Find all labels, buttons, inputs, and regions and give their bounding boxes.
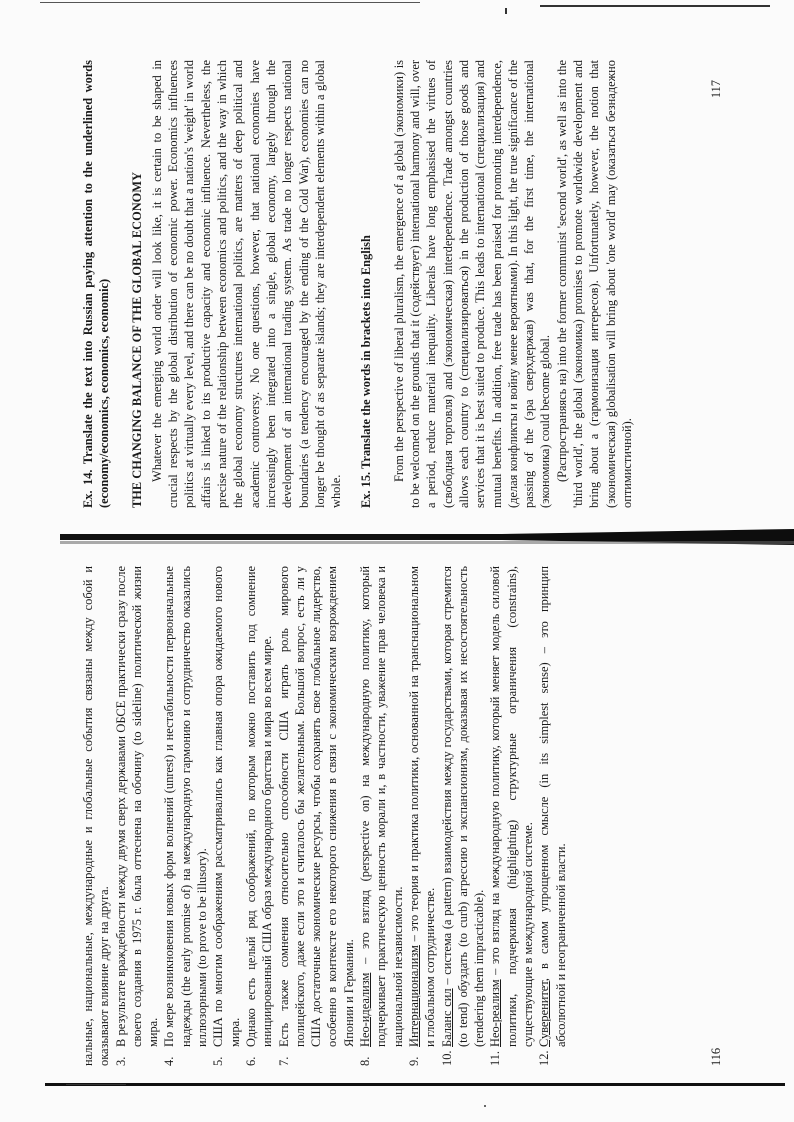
page-number: 116	[709, 1047, 723, 1066]
page-116-intro: нальные, национальные, международные и глобальные события связаны между собой и оказывают влияние друг на друга.	[81, 566, 112, 1066]
scan-line	[40, 2, 420, 3]
item-number: 4.	[162, 1056, 177, 1066]
list-item	[113, 566, 162, 1066]
item-text	[243, 566, 276, 1047]
exercise-14-text: Whatever the emerging world order will look like, it is certain to be shaped in crucial respects by the global distribution of economic power. Economics influences politics at virtually every level, and there can be no doubt that a nation's 'weight' in world affairs is linked to its productive capacity and economic influence. Nevertheless, the precise nature of the relationship between economics and politics, and the way in which the global economy structures international politics, are matters of deep political and academic controversy. No one questions, however, that national economies have increasingly been integrated into a single, global economy, largely through the development of an international trading system. As trade no longer respects national boundaries (a tendency encouraged by the ending of the Cold War), economies can no longer be thought of as separate islands; they are interdependent elements within a global whole.	[149, 60, 344, 508]
page-117	[80, 60, 740, 508]
list-item	[243, 566, 276, 1066]
item-body: – это теория и практика политики, основанной на транснациональном и глобальном сотрудничестве.	[406, 566, 438, 1047]
item-number: 7.	[276, 1056, 291, 1066]
page-116	[80, 566, 723, 1066]
list-item	[276, 566, 357, 1066]
item-body: Есть также сомнения относительно способности США играть роль мирового полицейского, даже если это и считалось бы желательным. Большой вопрос, есть ли у США достаточные экономические ресурсы, чтобы сохранять свое глобальное лидерство, особенно в контексте его некоторого снижения в связи с экономическим возрождением Японии и Германии.	[276, 566, 356, 1047]
item-text	[406, 566, 439, 1047]
item-text	[161, 566, 210, 1047]
list-item	[210, 566, 243, 1066]
item-body: – это взгляд (perspective on) на международную политику, который подчеркивает практическую ценность морали и, в частности, уважение прав человека и национальной независимости.	[358, 566, 405, 1047]
list-item	[357, 566, 406, 1066]
item-term: Нео-реализм	[488, 979, 503, 1047]
item-number: 6.	[243, 1056, 258, 1066]
item-body: – это взгляд на международную политику, который меняет модель силовой политики, подчеркивая (highlighting) структурные ограничения (constrains), существующие в международной системе.	[488, 566, 536, 1047]
item-number: 12.	[537, 1050, 552, 1066]
item-term: Интернационализм	[406, 945, 421, 1047]
item-number: 8.	[358, 1056, 373, 1066]
item-body: США по многим соображениям рассматривались как главная опора ожидаемого нового мира.	[211, 566, 242, 1047]
exercise-15-heading: Ex. 15. Translate the words in brackets into English	[359, 235, 374, 508]
scan-mark	[505, 8, 507, 14]
list-item	[536, 566, 569, 1066]
item-term: Суверенитет	[537, 981, 552, 1047]
list-item	[487, 566, 536, 1066]
item-body: В результате враждебности между двумя сверх державами ОБСЕ практически сразу после своего создания в 1975 г. была оттеснена на обочину (to sideline) политической жизни мира.	[113, 566, 161, 1047]
item-body: , в самом упрощенном смысле (in its simplest sense) – это принцип абсолютной и неограниченной власти.	[537, 566, 568, 1047]
item-number: 3.	[113, 1056, 128, 1066]
item-text	[439, 566, 488, 1047]
item-body: По мере возникновения новых форм волнений (unrest) и нестабильности первоначальные надежды (the early promise of) на международную гармонию и сотрудничество оказались иллюзорными (to prove to be illusory).	[162, 566, 210, 1047]
item-text	[113, 566, 162, 1047]
scan-line	[540, 5, 770, 7]
scan-speck	[484, 1105, 486, 1107]
item-body: Однако есть целый ряд соображений, по которым можно поставить под сомнение инициированный США образ международного братства и мира во всем мире.	[243, 566, 275, 1047]
exercise-15-paragraph-1: From the perspective of liberal pluralism, the emergence of a global (экономики) is to be welcomed on the grounds that it (содействует) international harmony and will, over a period, reduce material inequality. Liberals have long emphasised the virtues of (свободная торговля) and (экономическая) interdependence. Trade amongst countries allows each country to (специализироваться) in the production of those goods and services that it is best suited to produce. This leads to international (специализация) and mutual benefits. In addition, free trade has been praised for promoting interdependence, (делая конфликты и войну менее вероятными). In this light, the true significance of the passing of the (эра сверхдержав) was that, for the first time, the international (экономика) could become global.	[391, 60, 553, 508]
gutter-shade	[60, 541, 794, 544]
section-title: THE CHANGING BALANCE OF THE GLOBAL ECONOMY	[129, 172, 144, 508]
list-item	[439, 566, 488, 1066]
book-gutter	[0, 527, 794, 549]
item-number: 11.	[488, 1050, 503, 1066]
item-body: – система (a pattern) взаимодействия между государствами, которая стремится (to tend) обуздать (to curb) агрессию и экспансионизм, доказывая их несостоятельность (rendering them impracticable).	[439, 566, 487, 1047]
list-item	[161, 566, 210, 1066]
item-text	[210, 566, 243, 1047]
exercise-14-heading: Ex. 14. Translate the text into Russian paying attention to the underlined words (economy/economics, economics, economic)	[81, 60, 112, 508]
item-number: 10.	[439, 1050, 454, 1066]
item-text	[276, 566, 357, 1047]
item-text	[357, 566, 406, 1047]
scan-top-edge	[0, 0, 794, 12]
item-number: 5.	[211, 1056, 226, 1066]
exercise-15-paragraph-2: (Распространяясь на) into the former communist 'second world', as well as into the 'third world', the global (экономика) promises to promote worldwide development and bring about a (гармонизация интересов). Unfortunately, however, the notion that (экономическая) globalisation will bring about 'one world' may (оказаться безнадежно оптимистичной).	[554, 60, 634, 508]
page-number: 117	[709, 80, 723, 99]
list-item	[406, 566, 439, 1066]
item-number: 9.	[406, 1056, 421, 1066]
scan-mark	[66, 1084, 126, 1085]
item-term: Баланс сил	[439, 988, 454, 1047]
item-term: Нео-идеализм	[358, 972, 373, 1047]
item-text	[487, 566, 536, 1047]
item-text	[536, 566, 569, 1047]
scan-bottom-edge	[45, 1083, 785, 1086]
